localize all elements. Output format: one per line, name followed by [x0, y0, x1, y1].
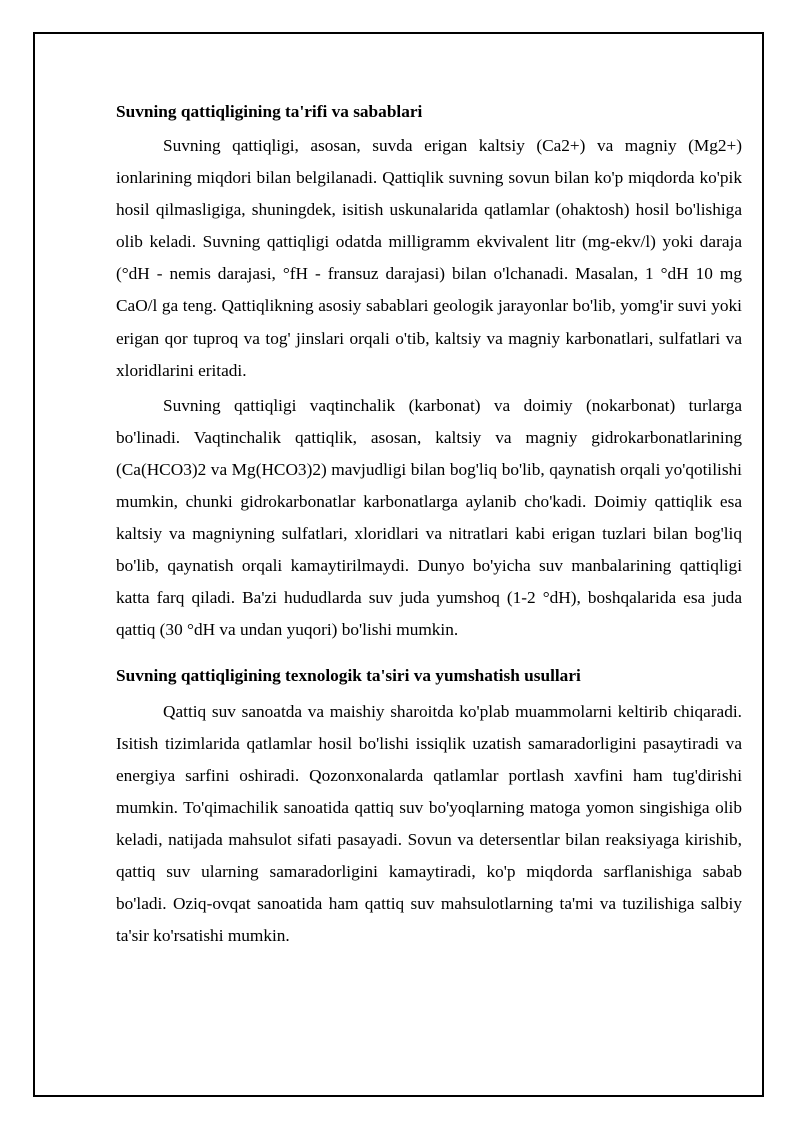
paragraph-hardness-types: Suvning qattiqligi vaqtinchalik (karbonat) va doimiy (nokarbonat) turlarga bo'linadi. Vaqtinchalik qattiqlik, asosan, kaltsiy va magniy gidrokarbonatlarining (Ca(HCO3)2 va Mg(HCO3)2) mavjudligi bilan bog'liq bo'lib, qaynatish orqali yo'qotilishi mumkin, chunki gidrokarbonatlar karbonatlarga aylanib cho'kadi. Doimiy qattiqlik esa kaltsiy va magniyning sulfatlari, xloridlari va nitratlari kabi erigan tuzlari bilan bog'liq bo'lib, qaynatish orqali kamaytirilmaydi. Dunyo bo'yicha suv manbalarining qattiqligi katta farq qiladi. Ba'zi hududlarda suv juda yumshoq (1-2 °dH), boshqalarida esa juda qattiq (30 °dH va undan yuqori) bo'lishi mumkin.	[116, 395, 742, 640]
document-body	[116, 95, 742, 952]
paragraph-technological-impact: Qattiq suv sanoatda va maishiy sharoitda ko'plab muammolarni keltirib chiqaradi. Isitish tizimlarida qatlamlar hosil bo'lishi issiqlik uzatish samaradorligini pasaytiradi va energiya sarfini oshiradi. Qozonxonalarda qatlamlar portlash xavfini ham tug'dirishi mumkin. To'qimachilik sanoatida qattiq suv bo'yoqlarning matoga yomon singishiga olib keladi, natijada mahsulot sifati pasayadi. Sovun va detersentlar bilan reaksiyaga kirishib, qattiq suv ularning samaradorligini kamaytiradi, ko'p miqdorda sarflanishiga sabab bo'ladi. Oziq-ovqat sanoatida ham qattiq suv mahsulotlarning ta'mi va tuzilishiga salbiy ta'sir ko'rsatishi mumkin.	[116, 701, 742, 946]
section-heading-hardness-definition: Suvning qattiqligining ta'rifi va sabablari	[116, 102, 423, 121]
section-heading-technological-impact: Suvning qattiqligining texnologik ta'siri va yumshatish usullari	[116, 665, 581, 685]
paragraph-hardness-definition: Suvning qattiqligi, asosan, suvda erigan kaltsiy (Ca2+) va magniy (Mg2+) ionlarining miqdori bilan belgilanadi. Qattiqlik suvning sovun bilan ko'p miqdorda ko'pik hosil qilmasligiga, shuningdek, isitish uskunalarida qatlamlar (ohaktosh) hosil bo'lishiga olib keladi. Suvning qattiqligi odatda milligramm ekvivalent litr (mg-ekv/l) yoki daraja (°dH - nemis darajasi, °fH - fransuz darajasi) bilan o'lchanadi. Masalan, 1 °dH 10 mg CaO/l ga teng. Qattiqlikning asosiy sabablari geologik jarayonlar bo'lib, yomg'ir suvi yoki erigan qor tuproq va tog' jinslari orqali o'tib, kaltsiy va magniy karbonatlari, sulfatlari va xloridlarini eritadi.	[116, 136, 742, 380]
